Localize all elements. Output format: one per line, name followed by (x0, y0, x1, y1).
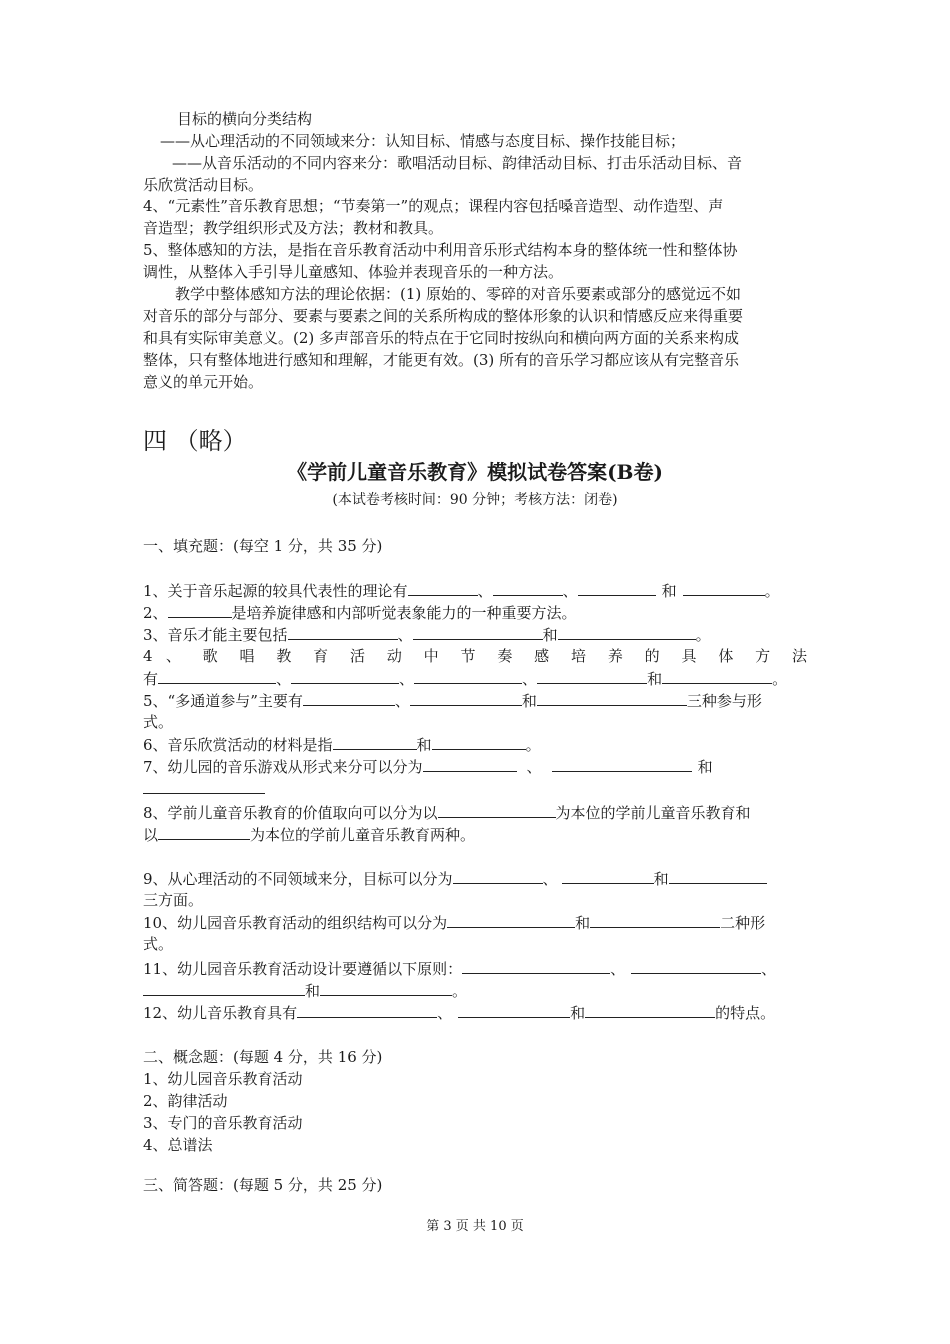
answer-blank[interactable] (320, 980, 452, 996)
part3-heading: 三、简答题：(每题 5 分，共 25 分) (143, 1176, 383, 1194)
text-line: 乐欣赏活动目标。 (143, 176, 264, 194)
exam-title: 《学前儿童音乐教育》模拟试卷答案(B卷) (287, 460, 663, 484)
answer-blank[interactable] (423, 756, 517, 772)
text-line: 音造型；教学组织形式及方法；教材和教具。 (143, 219, 444, 237)
question-9: 9、从心理活动的不同领域来分，目标可以分为 、 和 (143, 868, 767, 889)
question-11-cont: 和 。 (143, 980, 467, 1001)
question-4: 4 、 歌 唱 教 育 活 动 中 节 奏 感 培 养 的 具 体 方 法 (143, 647, 807, 665)
answer-blank[interactable] (288, 624, 398, 640)
text-line: 目标的横向分类结构 (177, 110, 313, 128)
question-12: 12、幼儿音乐教育具有 、 和 的特点。 (143, 1004, 776, 1022)
answer-blank[interactable] (669, 868, 767, 884)
question-9-cont: 三方面。 (143, 891, 204, 909)
question-7-cont (143, 778, 265, 799)
text-line: 整体，只有整体地进行感知和理解，才能更有效。(3) 所有的音乐学习都应该从有完整音乐 (143, 351, 740, 369)
answer-blank[interactable] (303, 690, 395, 706)
answer-blank[interactable] (438, 802, 556, 818)
answer-blank[interactable] (413, 624, 543, 640)
question-1: 1、关于音乐起源的较具代表性的理论有 、 、 和 。 (143, 582, 780, 600)
question-8: 8、学前儿童音乐教育的价值取向可以分为以 为本位的学前儿童音乐教育和 (143, 804, 751, 822)
question-3: 3、音乐才能主要包括 、 和 。 (143, 626, 711, 644)
answer-blank[interactable] (562, 868, 654, 884)
question-8-cont: 以 为本位的学前儿童音乐教育两种。 (143, 826, 476, 844)
question-11: 11、幼儿园音乐教育活动设计要遵循以下原则： 、 、 (143, 960, 777, 978)
answer-blank[interactable] (447, 912, 575, 928)
concept-item: 2、韵律活动 (143, 1092, 228, 1110)
answer-blank[interactable] (410, 690, 522, 706)
answer-blank[interactable] (143, 980, 305, 996)
question-2: 2、 是培养旋律感和内部听觉表象能力的一种重要方法。 (143, 604, 577, 622)
part2-heading: 二、概念题：(每题 4 分，共 16 分) (143, 1048, 383, 1066)
answer-blank[interactable] (432, 734, 526, 750)
answer-blank[interactable] (158, 668, 276, 684)
answer-blank[interactable] (453, 868, 543, 884)
answer-blank[interactable] (552, 756, 692, 772)
text-line: 调性，从整体入手引导儿童感知、体验并表现音乐的一种方法。 (143, 263, 564, 281)
answer-blank[interactable] (537, 668, 647, 684)
answer-blank[interactable] (585, 1002, 715, 1018)
answer-blank[interactable] (493, 580, 563, 596)
answer-blank[interactable] (414, 668, 522, 684)
text-line: ——从心理活动的不同领域来分：认知目标、情感与态度目标、操作技能目标； (160, 132, 686, 150)
answer-blank[interactable] (158, 824, 250, 840)
section-four-heading: 四 （略） (143, 427, 247, 455)
text-line: 5、整体感知的方法，是指在音乐教育活动中利用音乐形式结构本身的整体统一性和整体协 (143, 241, 738, 259)
text-line: 意义的单元开始。 (143, 373, 264, 391)
answer-blank[interactable] (590, 912, 720, 928)
question-10-cont: 式。 (143, 935, 174, 953)
answer-blank[interactable] (408, 580, 478, 596)
text-line: 教学中整体感知方法的理论依据：(1) 原始的、零碎的对音乐要素或部分的感觉远不如 (175, 285, 742, 303)
question-10: 10、幼儿园音乐教育活动的组织结构可以分为 和 二种形 (143, 914, 766, 932)
answer-blank[interactable] (631, 958, 761, 974)
answer-blank[interactable] (662, 668, 772, 684)
part1-heading: 一、填充题：(每空 1 分，共 35 分) (143, 537, 383, 555)
text-line: 4、“元素性”音乐教育思想；“节奏第一”的观点；课程内容包括嗓音造型、动作造型、声 (143, 197, 724, 215)
text-line: 和具有实际审美意义。(2) 多声部音乐的特点在于它同时按纵向和横向两方面的关系来构成 (143, 329, 740, 347)
answer-blank[interactable] (297, 1002, 437, 1018)
text-line: 对音乐的部分与部分、要素与要素之间的关系所构成的整体形象的认识和情感反应来得重要 (143, 307, 744, 325)
answer-blank[interactable] (578, 580, 656, 596)
text-line: ——从音乐活动的不同内容来分：歌唱活动目标、韵律活动目标、打击乐活动目标、音 (172, 154, 743, 172)
page-footer: 第 3 页 共 10 页 (426, 1219, 524, 1234)
answer-blank[interactable] (333, 734, 417, 750)
question-5: 5、“多通道参与”主要有 、 和 三种参与形 (143, 692, 762, 710)
answer-blank[interactable] (143, 778, 265, 794)
concept-item: 3、专门的音乐教育活动 (143, 1114, 303, 1132)
answer-blank[interactable] (462, 958, 610, 974)
exam-subtitle: (本试卷考核时间：90 分钟；考核方法：闭卷) (332, 492, 618, 508)
answer-blank[interactable] (558, 624, 696, 640)
concept-item: 1、幼儿园音乐教育活动 (143, 1070, 303, 1088)
answer-blank[interactable] (291, 668, 399, 684)
answer-blank[interactable] (458, 1002, 570, 1018)
answer-blank[interactable] (683, 580, 765, 596)
answer-blank[interactable] (537, 690, 687, 706)
answer-blank[interactable] (168, 602, 232, 618)
question-4-blanks: 有 、 、 、 和 。 (143, 670, 788, 688)
concept-item: 4、总谱法 (143, 1136, 213, 1154)
question-7: 7、幼儿园的音乐游戏从形式来分可以分为 、 和 (143, 758, 713, 776)
question-6: 6、音乐欣赏活动的材料是指 和 。 (143, 736, 541, 754)
question-5-cont: 式。 (143, 713, 174, 731)
